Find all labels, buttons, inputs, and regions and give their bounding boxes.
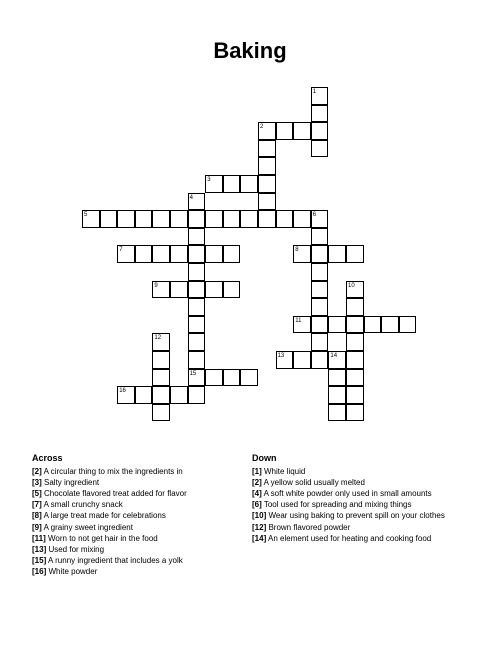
grid-cell[interactable] [205, 369, 223, 387]
grid-cell[interactable] [223, 175, 241, 193]
across-clues [32, 453, 187, 577]
grid-cell[interactable] [276, 210, 294, 228]
grid-cell[interactable] [100, 210, 118, 228]
clue-number-label: [5] [32, 489, 42, 499]
grid-cell[interactable] [240, 210, 258, 228]
clue-number: 2 [260, 124, 264, 131]
grid-cell[interactable] [346, 369, 364, 387]
grid-cell[interactable] [135, 245, 153, 263]
clue-number: 8 [295, 247, 299, 254]
clue-text: An element used for heating and cooking food [266, 533, 432, 543]
down-clue [252, 522, 445, 533]
across-clue [32, 510, 187, 521]
clue-text: Worn to not get hair in the food [45, 533, 158, 543]
clue-text: A grainy sweet ingredient [41, 522, 133, 532]
grid-cell[interactable] [311, 140, 329, 158]
grid-cell[interactable] [311, 351, 329, 369]
clue-number: 15 [189, 370, 197, 377]
grid-cell[interactable] [311, 263, 329, 281]
down-clue [252, 510, 445, 521]
across-clue [32, 499, 187, 510]
grid-cell[interactable] [258, 175, 276, 193]
down-heading: Down [252, 453, 277, 463]
clue-text: White powder [46, 566, 98, 576]
clue-text: Tool used for spreading and mixing things [261, 500, 412, 510]
grid-cell[interactable] [346, 316, 364, 334]
grid-cell[interactable] [346, 351, 364, 369]
grid-cell[interactable] [188, 386, 206, 404]
grid-cell[interactable] [311, 298, 329, 316]
clue-number: 9 [154, 282, 158, 289]
across-clue [32, 544, 187, 555]
grid-cell[interactable] [399, 316, 417, 334]
clue-text: A circular thing to mix the ingredients in [41, 467, 183, 477]
clue-number: 1 [312, 89, 317, 95]
grid-cell[interactable] [188, 245, 206, 263]
grid-cell[interactable] [223, 369, 241, 387]
across-clue [32, 533, 187, 544]
clue-number: 14 [330, 353, 338, 359]
clue-text: Salty ingredient [41, 478, 100, 488]
grid-cell[interactable] [152, 210, 170, 228]
clue-number-label: [13] [32, 544, 47, 554]
across-clue [32, 466, 187, 477]
grid-cell[interactable] [240, 369, 258, 387]
down-clues [252, 453, 445, 544]
grid-cell[interactable] [346, 386, 364, 404]
clue-number-label: [6] [252, 500, 262, 510]
across-clue-list [32, 466, 187, 577]
grid-cell[interactable] [346, 245, 364, 263]
grid-cell[interactable] [311, 281, 329, 299]
clue-number: 10 [348, 282, 355, 289]
clue-number-label: [4] [252, 489, 262, 499]
down-clue-list [252, 466, 445, 544]
clue-number-label: [2] [252, 478, 262, 488]
grid-cell[interactable] [188, 316, 206, 334]
clue-number: 12 [154, 335, 162, 342]
clue-number-label: [11] [32, 533, 46, 543]
grid-cell[interactable] [311, 228, 329, 246]
grid-cell[interactable] [311, 316, 329, 334]
grid-cell[interactable] [135, 210, 153, 228]
clue-text: A small crunchy snack [41, 500, 123, 510]
clue-number: 11 [295, 317, 302, 324]
grid-cell[interactable] [328, 369, 346, 387]
grid-cell[interactable] [223, 210, 241, 228]
clue-number: 7 [119, 247, 123, 254]
clue-text: Wear using baking to prevent spill on your clothes [266, 511, 445, 521]
grid-cell[interactable] [223, 281, 241, 299]
clue-number: 6 [312, 212, 317, 219]
grid-cell[interactable] [328, 316, 346, 334]
across-heading: Across [32, 453, 63, 463]
grid-cell[interactable] [152, 404, 170, 422]
clue-number-label: [14] [252, 533, 267, 543]
grid-cell[interactable] [205, 245, 223, 263]
grid-cell[interactable] [258, 193, 276, 211]
grid-cell[interactable] [328, 245, 346, 263]
clue-number-label: [16] [32, 566, 47, 576]
grid-cell[interactable] [240, 175, 258, 193]
grid-cell[interactable] [117, 210, 135, 228]
grid-cell[interactable] [258, 157, 276, 175]
down-clue [252, 499, 445, 510]
grid-cell[interactable] [328, 386, 346, 404]
grid-cell[interactable] [170, 210, 188, 228]
clue-text: A yellow solid usually melted [261, 478, 365, 488]
across-clue [32, 555, 187, 566]
grid-cell[interactable] [188, 351, 206, 369]
across-clue [32, 488, 187, 499]
clue-number: 16 [119, 388, 126, 395]
down-clue [252, 488, 445, 499]
grid-cell[interactable] [188, 298, 206, 316]
grid-cell[interactable] [135, 386, 153, 404]
clue-text: Used for mixing [46, 544, 105, 554]
grid-cell[interactable] [328, 404, 346, 422]
clue-number: 13 [277, 353, 285, 359]
grid-cell[interactable] [170, 386, 188, 404]
grid-cell[interactable] [152, 351, 170, 369]
grid-cell[interactable] [258, 140, 276, 158]
puzzle-title: Baking [213, 38, 287, 63]
clue-number-label: [10] [252, 511, 267, 521]
grid-cell[interactable] [170, 281, 188, 299]
grid-cell[interactable] [188, 281, 206, 299]
grid-cell[interactable] [293, 210, 311, 228]
grid-cell[interactable] [152, 386, 170, 404]
grid-cell[interactable] [170, 245, 188, 263]
grid-cell[interactable] [188, 263, 206, 281]
clue-number: 5 [84, 212, 88, 219]
grid-cell[interactable] [311, 333, 329, 351]
grid-cell[interactable] [258, 210, 276, 228]
clue-text: A runny ingredient that includes a yolk [46, 555, 183, 565]
grid-cell[interactable] [276, 122, 294, 140]
clue-number-label: [3] [32, 478, 42, 488]
clue-number-label: [15] [32, 555, 47, 565]
clue-text: Brown flavored powder [266, 522, 351, 532]
clue-number-label: [12] [252, 522, 267, 532]
across-clue [32, 566, 187, 577]
grid-cell[interactable] [346, 298, 364, 316]
clue-text: A soft white powder only used in small amounts [261, 489, 432, 499]
down-clue [252, 466, 445, 477]
clue-number-label: [8] [32, 511, 42, 521]
grid-cell[interactable] [346, 404, 364, 422]
grid-cell[interactable] [188, 333, 206, 351]
clue-text: White liquid [261, 467, 306, 477]
clue-number: 3 [207, 177, 211, 183]
clue-number-label: [7] [32, 500, 42, 510]
clue-number-label: [1] [252, 467, 262, 477]
down-clue [252, 477, 445, 488]
grid-cell[interactable] [188, 228, 206, 246]
grid-cell[interactable] [293, 351, 311, 369]
grid-cell[interactable] [311, 105, 329, 123]
clue-text: Chocolate flavored treat added for flavor [41, 489, 187, 499]
grid-cell[interactable] [381, 316, 399, 334]
grid-cell[interactable] [188, 210, 206, 228]
grid-cell[interactable] [311, 122, 329, 140]
grid-cell[interactable] [311, 245, 329, 263]
clue-text: A large treat made for celebrations [41, 511, 166, 521]
across-clue [32, 522, 187, 533]
across-clue [32, 477, 187, 488]
grid-cell[interactable] [205, 210, 223, 228]
grid-cell[interactable] [293, 122, 311, 140]
grid-cell[interactable] [152, 369, 170, 387]
grid-cell[interactable] [152, 245, 170, 263]
clue-number-label: [9] [32, 522, 42, 532]
grid-cell[interactable] [205, 281, 223, 299]
grid-cell[interactable] [223, 245, 241, 263]
clue-number-label: [2] [32, 467, 42, 477]
grid-cell[interactable] [346, 333, 364, 351]
clue-number: 4 [189, 194, 193, 201]
down-clue [252, 533, 445, 544]
grid-cell[interactable] [364, 316, 382, 334]
